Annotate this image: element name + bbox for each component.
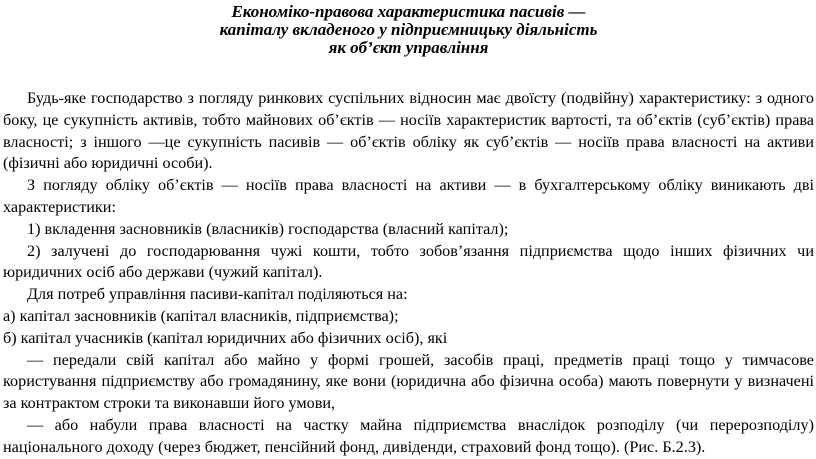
dash-item-transferred-capital: — передали свій капітал або майно у формі грошей, засобів праці, предметів праці тощо у тимчасове користування підприємству або громадянину, яке вони (юридична або фізична особа) мають повернути у визначені за контрактом строки та виконавши його умови,	[3, 350, 814, 413]
list-item-b: б) капітал учасників (капітал юридичних або фізичних осіб), які	[3, 328, 448, 347]
list-item-2: 2) залучені до господарювання чужі кошти, тобто зобов’язання підприємства щодо інших фізичних чи юридичних осіб або держави (чужий капітал).	[3, 241, 814, 282]
paragraph-intro: Будь-яке господарство з погляду ринкових суспільних відносин має двоїсту (подвійну) характеристику: з одного боку, це сукупність активів, тобто майнових об’єктів — носіїв характеристик вартості, та об’єктів (суб’єктів) права власності; з іншого —це сукупність пасивів — об’єктів обліку як суб’єктів — носіїв права власності на активи (фізичні або юридичні особи).	[3, 89, 814, 173]
document-title	[3, 0, 814, 57]
dash-item-ownership-rights: — або набули права власності на частку майна підприємства внаслідок розподілу (чи перерозподілу) національного доходу (через бюджет, пенсійний фонд, дивіденди, страховий фонд тощо). (Рис. Б.2.3).	[3, 415, 814, 456]
paragraph-characteristics: З погляду обліку об’єктів — носіїв права власності на активи — в бухгалтерському обліку виникають дві характеристики:	[3, 176, 814, 216]
paragraph-management-needs: Для потреб управління пасиви-капітал поділяються на:	[27, 285, 408, 304]
title-line-2: капіталу вкладеного у підприємницьку діяльність	[219, 20, 598, 39]
title-line-3: як об’єкт управління	[328, 38, 489, 57]
document-body	[3, 88, 814, 459]
list-item-a: а) капітал засновників (капітал власників, підприємства);	[3, 306, 399, 325]
title-line-1: Економіко-правова характеристика пасивів —	[231, 2, 586, 21]
list-item-1: 1) вкладення засновників (власників) господарства (власний капітал);	[27, 219, 509, 238]
